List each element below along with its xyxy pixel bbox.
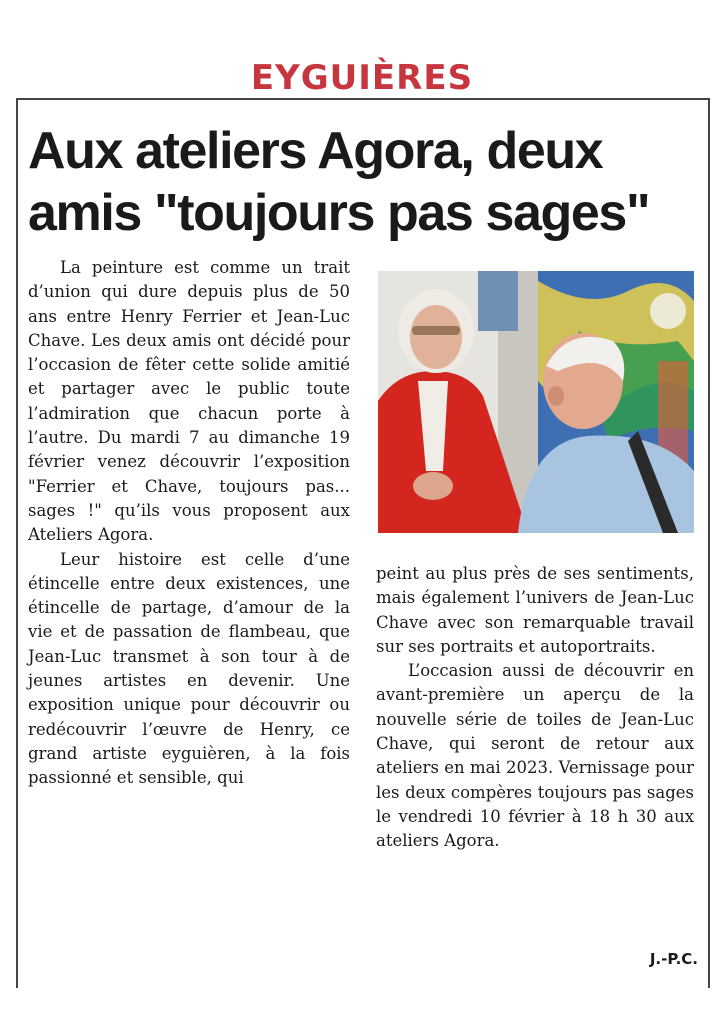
paragraph: La peinture est comme un trait d’union qui dure depuis plus de 50 ans entre Henry Ferrier et Jean-Luc Chave. Les deux amis ont décidé pour l’occasion de fêter cette solide amitié et partager avec le public toute l’admiration que chacun porte à l’autre. Du mardi 7 au dimanche 19 février venez découvrir l’exposition "Ferrier et Chave, toujours pas... sages !" qu’ils vous proposent aux Ateliers Agora. (28, 258, 350, 545)
paragraph: L’occasion aussi de découvrir en avant-première un aperçu de la nouvelle série de toiles de Jean-Luc Chave, qui seront de retour aux ateliers en mai 2023. Vernissage pour les deux compères toujours pas sages le vendredi 10 février à 18 h 30 aux ateliers Agora. (376, 661, 694, 851)
article-headline: Aux ateliers Agora, deux amis "toujours pas sages" (28, 122, 650, 242)
article-column-1 (28, 256, 350, 791)
article-photo (378, 271, 694, 533)
section-kicker: EYGUIÈRES (250, 58, 474, 98)
article-column-2 (376, 562, 694, 854)
author-signature: J.-P.C. (649, 950, 698, 968)
paragraph: peint au plus près de ses sentiments, mais également l’univers de Jean-Luc Chave avec son remarquable travail sur ses portraits et autoportraits. (376, 564, 694, 656)
photo-two-men (378, 271, 694, 533)
paragraph: Leur histoire est celle d’une étincelle entre deux existences, une étincelle de partage, d’amour de la vie et de passation de flambeau, que Jean-Luc transmet à son tour à de jeunes artistes en devenir. Une exposition unique pour découvrir ou redécouvrir l’œuvre de Henry, ce grand artiste eyguièren, à la fois passionné et sensible, qui (28, 549, 350, 788)
